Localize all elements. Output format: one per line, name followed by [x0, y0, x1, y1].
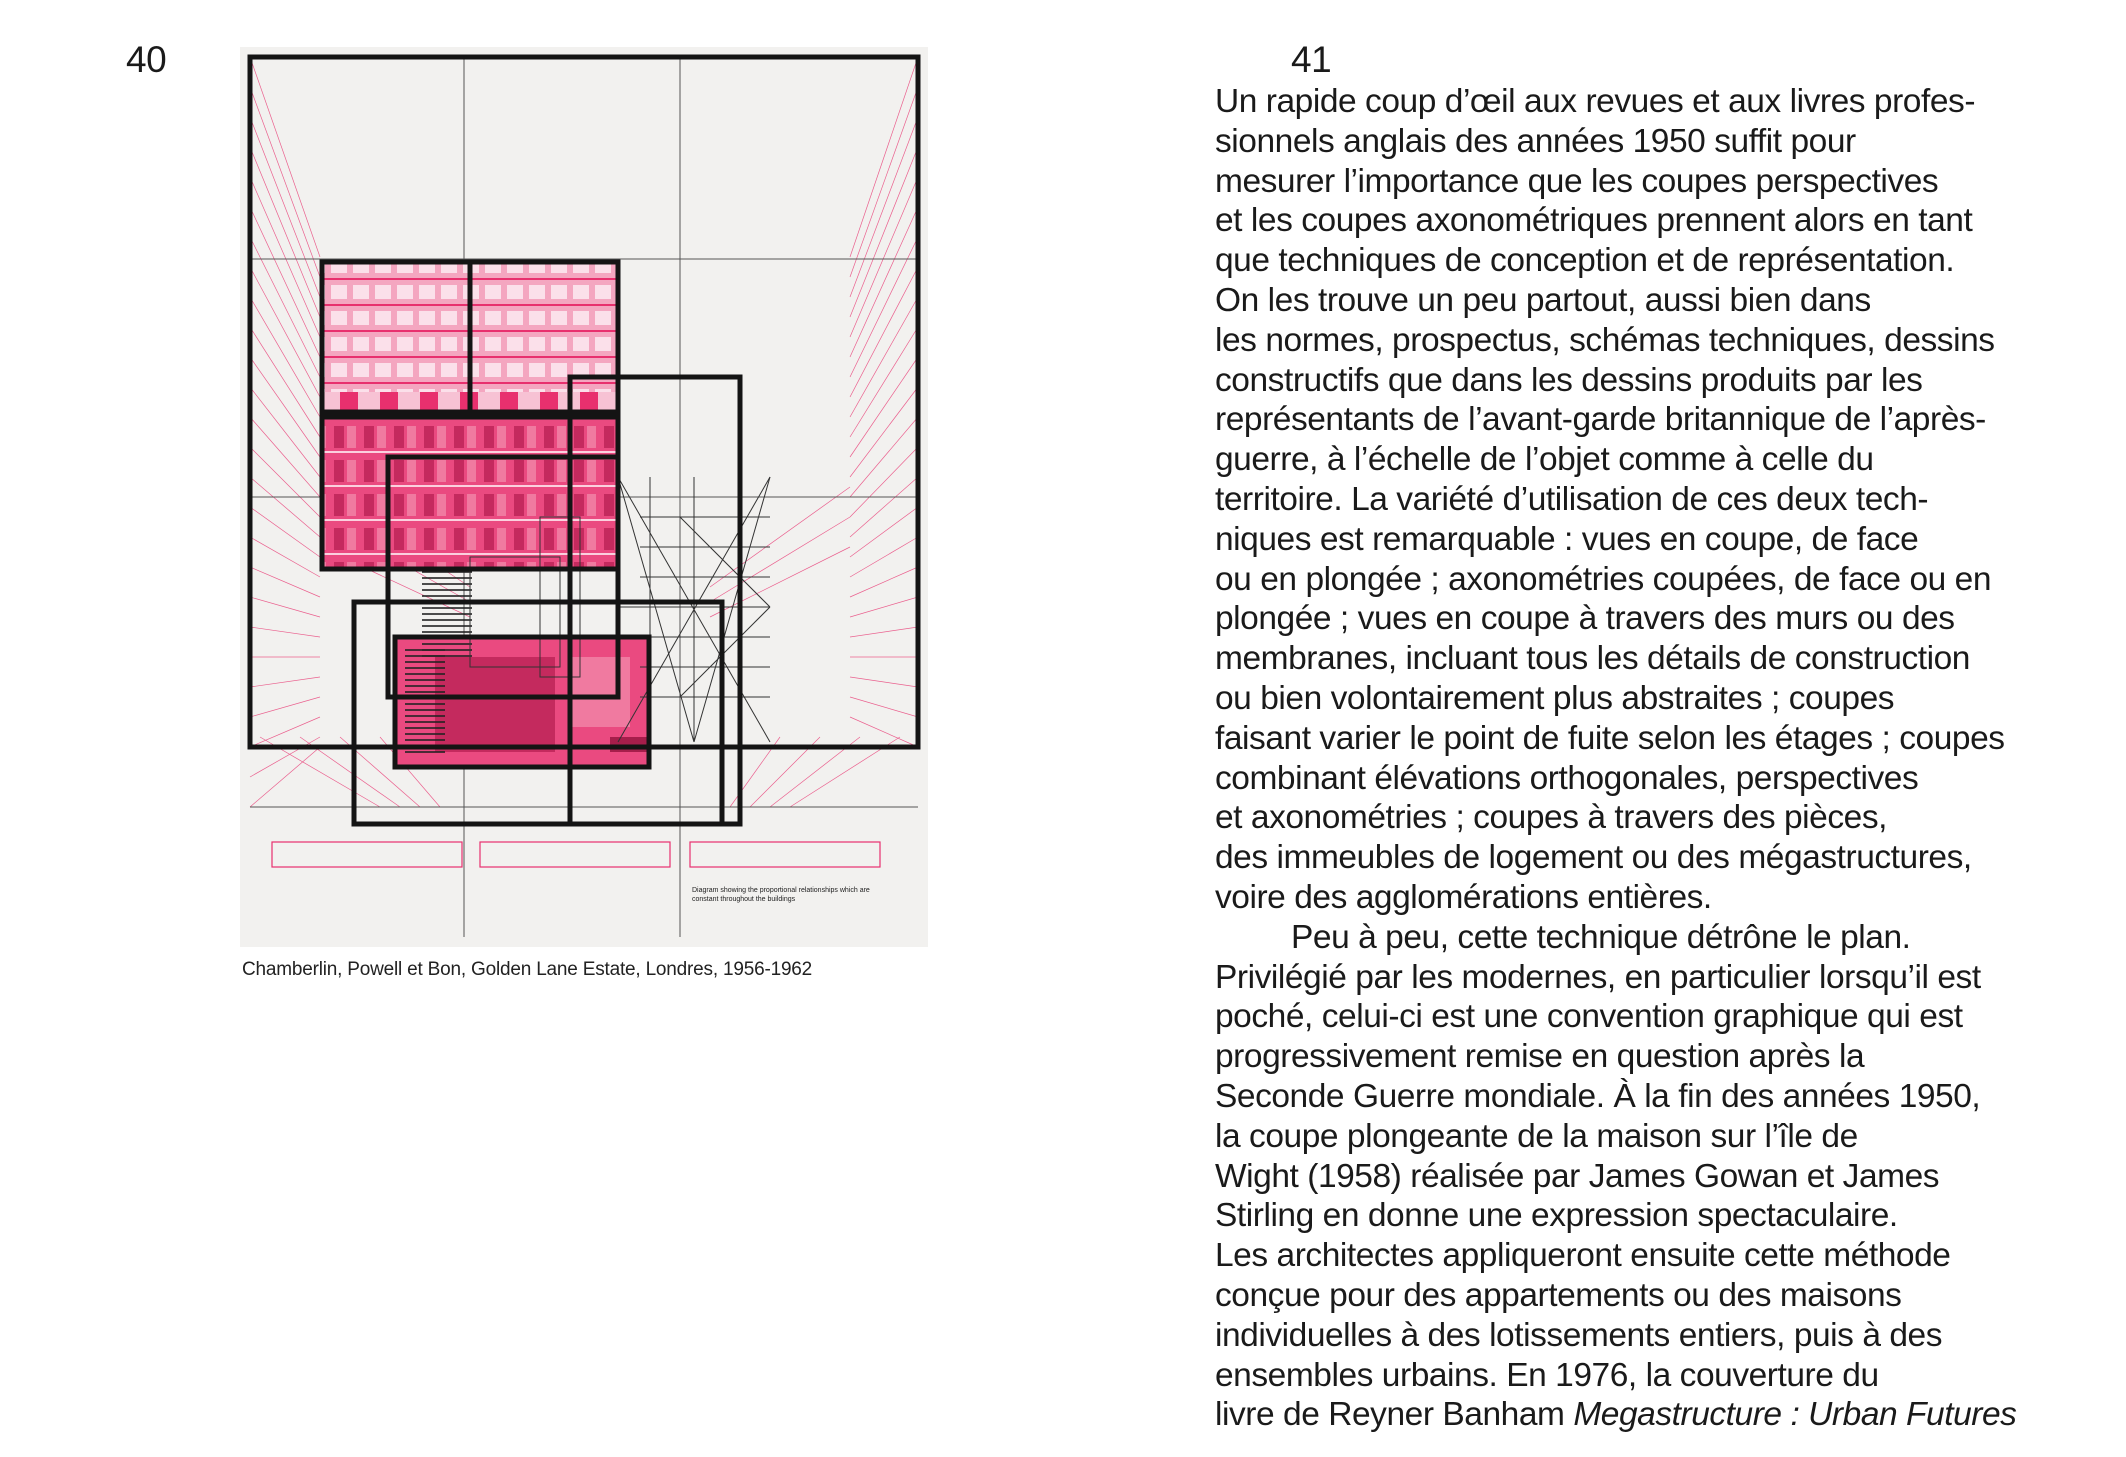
middle-facade-image: [322, 417, 618, 567]
architectural-section-diagram: [240, 47, 928, 947]
text-line: ou en plongée ; axonométries coupées, de face ou en: [1215, 560, 1992, 598]
text-line: Seconde Guerre mondiale. À la fin des années 1950,: [1215, 1077, 1981, 1115]
text-line: Privilégié par les modernes, en particulier lorsqu’il est: [1215, 958, 1981, 996]
text-line: que techniques de conception et de représentation.: [1215, 242, 1955, 280]
right-page: [1063, 0, 2126, 1457]
text-line: combinant élévations orthogonales, perspectives: [1215, 759, 1919, 797]
text-line: des immeubles de logement ou des mégastructures,: [1215, 839, 1972, 877]
text-line: plongée ; vues en coupe à travers des murs ou des: [1215, 600, 1955, 638]
text-line: Un rapide coup d’œil aux revues et aux livres profes-: [1215, 83, 1976, 120]
text-line: constructifs que dans les dessins produits par les: [1215, 361, 1923, 399]
text-line: progressivement remise en question après la: [1215, 1038, 1865, 1076]
diagram-drawing: [240, 47, 928, 947]
page-number-left: 40: [126, 39, 167, 80]
text-line: On les trouve un peu partout, aussi bien dans: [1215, 281, 1871, 319]
text-line: membranes, incluant tous les détails de construction: [1215, 640, 1970, 678]
text-line: guerre, à l’échelle de l’objet comme à celle du: [1215, 441, 1874, 479]
text-line: voire des agglomérations entières.: [1215, 878, 1712, 916]
text-line-roman: livre de Reyner Banham: [1215, 1396, 1565, 1434]
diagram-inset-text-1: Diagram showing the proportional relationships which are: [692, 887, 870, 894]
text-line: et axonométries ; coupes à travers des pièces,: [1215, 799, 1887, 837]
text-line: la coupe plongeante de la maison sur l’île de: [1215, 1117, 1858, 1155]
text-line: ou bien volontairement plus abstraites ; coupes: [1215, 679, 1895, 717]
text-line: ensembles urbains. En 1976, la couverture du: [1215, 1356, 1879, 1394]
text-line: Wight (1958) réalisée par James Gowan et James: [1215, 1157, 1940, 1195]
text-line: territoire. La variété d’utilisation de ces deux tech-: [1215, 480, 1929, 518]
text-line: Les architectes appliqueront ensuite cette méthode: [1215, 1237, 1951, 1275]
text-line: représentants de l’avant-garde britannique de l’après-: [1215, 401, 1986, 439]
text-line: poché, celui-ci est une convention graphique qui est: [1215, 998, 1963, 1036]
last-text-line: [1215, 1395, 2095, 1435]
text-line: sionnels anglais des années 1950 suffit pour: [1215, 122, 1856, 160]
text-line: les normes, prospectus, schémas techniques, dessins: [1215, 321, 1995, 359]
text-line: conçue pour des appartements ou des maisons: [1215, 1276, 1902, 1314]
book-title-italic: Megastructure : Urban Futures: [1573, 1396, 2017, 1434]
paragraph-indent-line: Peu à peu, cette technique détrône le plan.: [1291, 918, 1911, 956]
diagram-inset-text-2: constant throughout the buildings: [692, 896, 796, 903]
text-line: niques est remarquable : vues en coupe, de face: [1215, 520, 1919, 558]
figure-caption: Chamberlin, Powell et Bon, Golden Lane Estate, Londres, 1956-1962: [242, 959, 813, 980]
page-number-right: 41: [1291, 39, 1332, 80]
text-line: mesurer l’importance que les coupes perspectives: [1215, 162, 1939, 200]
body-paragraphs: [1215, 82, 2095, 1435]
text-line: Stirling en donne une expression spectaculaire.: [1215, 1197, 1898, 1235]
stair-hatching: [422, 567, 472, 657]
text-line: individuelles à des lotissements entiers, puis à des: [1215, 1316, 1943, 1354]
text-line: et les coupes axonométriques prennent alors en tant: [1215, 202, 1973, 240]
text-line: faisant varier le point de fuite selon les étages ; coupes: [1215, 719, 2005, 757]
